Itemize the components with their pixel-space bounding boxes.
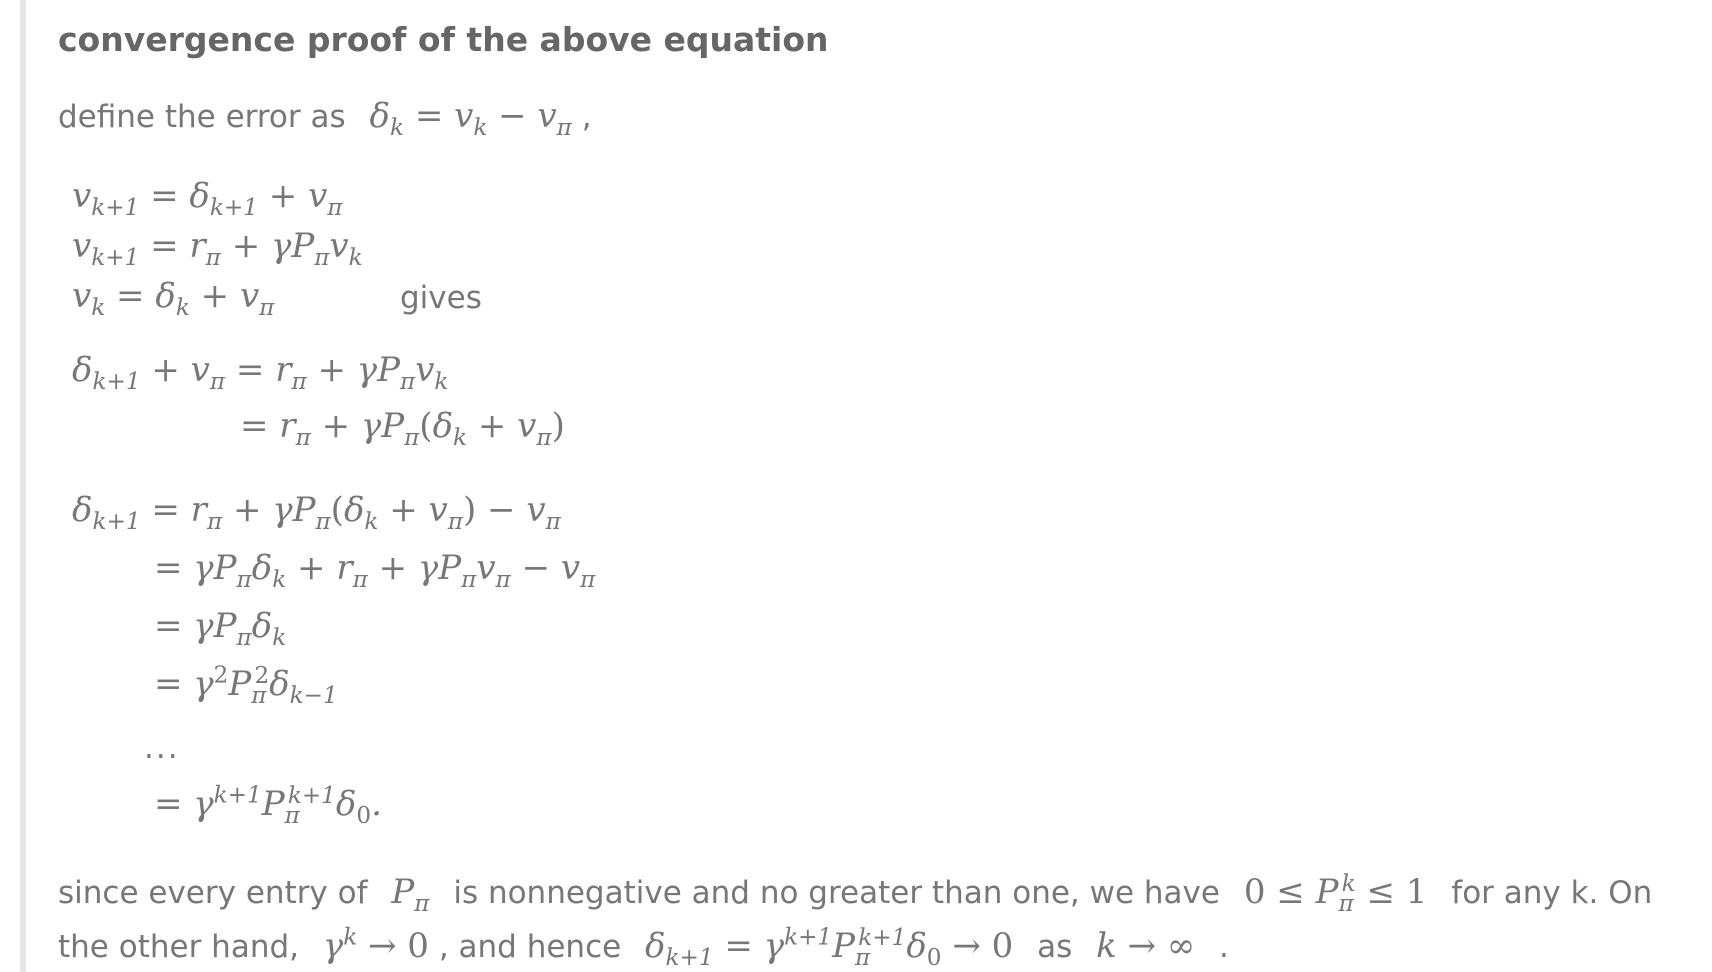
- section-heading: convergence proof of the above equation: [58, 20, 829, 59]
- gamma-limit-math: $\gamma^k \to 0$: [322, 924, 429, 966]
- gives-text: gives: [400, 280, 482, 316]
- closing-text-3: for any k. On: [1451, 875, 1653, 911]
- error-definition-math: $\delta_k = v_k - v_\pi$: [369, 96, 572, 141]
- closing-text-2: is nonnegative and no greater than one, we have: [453, 875, 1220, 911]
- bound-math: $0 \le P_\pi^k \le 1$: [1243, 870, 1428, 917]
- eq-substitute-2: = $r_\pi + \gamma P_\pi(\delta_k + v_\pi)$: [240, 406, 565, 451]
- eq-derive-1: $\delta_{k+1} = r_\pi + \gamma P_\pi(\delta_k + v_\pi) - v_\pi$: [72, 490, 561, 535]
- eq-vk1-delta: $v_{k+1} = \delta_{k+1} + v_\pi$: [72, 176, 343, 221]
- closing-text-4: the other hand,: [58, 929, 299, 965]
- intro-suffix: ,: [581, 99, 592, 135]
- closing-text-6: as: [1037, 929, 1073, 965]
- eq-derive-3: = $\gamma P_\pi\delta_k$: [154, 606, 287, 651]
- delta-limit-math: $\delta_{k+1} = \gamma^{k+1}P_\pi^{k+1}\delta_0 \to 0$: [645, 924, 1014, 971]
- ellipsis: ...: [144, 730, 180, 766]
- k-limit-math: k → ∞: [1096, 926, 1196, 966]
- eq-substitute-1: $\delta_{k+1} + v_\pi = r_\pi + \gamma P_\pi v_k$: [72, 350, 449, 395]
- intro-prefix: define the error as: [58, 99, 346, 135]
- p-pi-math: $P_\pi$: [391, 872, 430, 917]
- eq-vk1-bellman: $v_{k+1} = r_\pi + \gamma P_\pi v_k$: [72, 226, 363, 271]
- closing-text-1: since every entry of: [58, 875, 368, 911]
- closing-text-5: , and hence: [438, 929, 622, 965]
- closing-line-1: [58, 870, 1653, 917]
- blockquote-bar: [20, 0, 26, 972]
- closing-line-2: [58, 924, 1229, 971]
- eq-derive-final: = $\gamma^{k+1}P_\pi^{k+1}\delta_0$.: [154, 782, 382, 829]
- closing-text-7: .: [1219, 929, 1229, 965]
- eq-derive-2: = $\gamma P_\pi\delta_k + r_\pi + \gamma P_\pi v_\pi - v_\pi$: [154, 548, 596, 593]
- intro-line: [58, 96, 592, 141]
- eq-vk-delta: $v_k = \delta_k + v_\pi$: [72, 276, 275, 321]
- eq-derive-4: = $\gamma^2P_\pi^2\delta_{k-1}$: [154, 662, 338, 709]
